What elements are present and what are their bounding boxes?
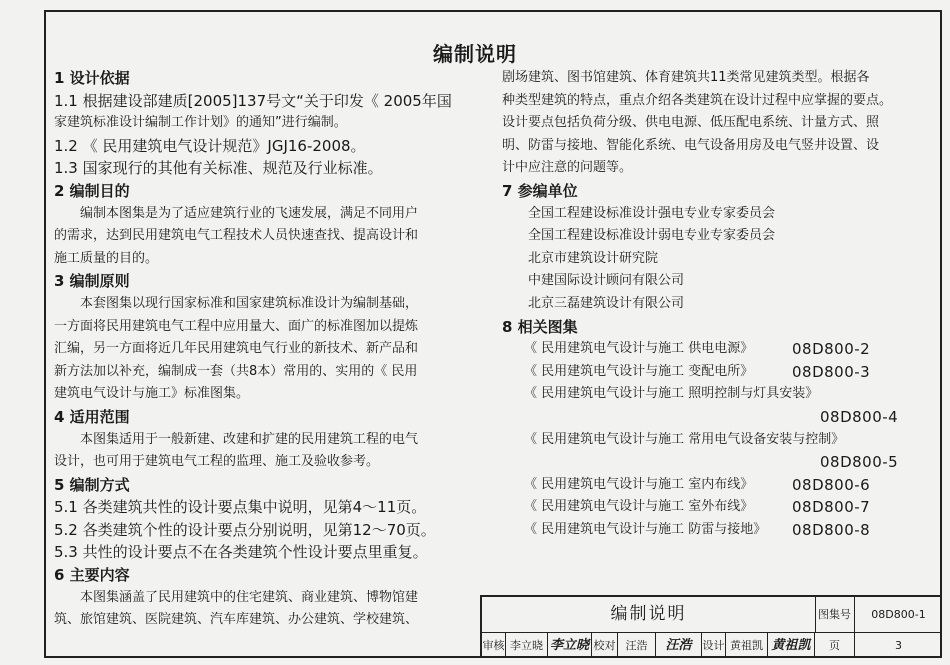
title-block-name: 编制说明 xyxy=(482,597,816,632)
designer-name: 黄祖凯 xyxy=(726,633,768,658)
participating-unit: 全国工程建设标准设计强电专业专家委员会 xyxy=(528,205,776,221)
paragraph-line: 计中应注意的问题等。 xyxy=(502,160,633,176)
related-atlas-code: 08D800-7 xyxy=(792,498,871,517)
related-atlas-title: 《 民用建筑电气设计与施工 室外布线》 xyxy=(524,499,754,515)
related-atlas-code: 08D800-6 xyxy=(792,475,871,494)
related-atlas-code: 08D800-5 xyxy=(820,453,899,472)
paragraph-line: 1.3 国家现行的其他有关标准、规范及行业标准。 xyxy=(54,159,383,178)
related-atlas-title: 《 民用建筑电气设计与施工 照明控制与灯具安装》 xyxy=(524,386,819,402)
related-atlas-item xyxy=(502,519,917,542)
right-column xyxy=(502,67,917,541)
related-atlas-code: 08D800-3 xyxy=(792,362,871,381)
paragraph-line: 1.1 根据建设部建质[2005]137号文“关于印发《 2005年国 xyxy=(54,91,452,110)
related-atlas-item xyxy=(502,474,917,497)
paragraph-line: 编制本图集是为了适应建筑行业的飞速发展，满足不同用户 xyxy=(80,205,419,221)
participating-unit: 全国工程建设标准设计弱电专业专家委员会 xyxy=(528,228,776,244)
paragraph-line: 5.1 各类建筑共性的设计要点集中说明，见第4～11页。 xyxy=(54,498,427,517)
page-title: 编制说明 xyxy=(433,42,517,66)
paragraph-line: 本图集适用于一般新建、改建和扩建的民用建筑工程的电气 xyxy=(80,431,419,447)
section-7-heading: 7 参编单位 xyxy=(502,181,578,200)
paragraph-line: 新方法加以补充，编制成一套（共8本）常用的、实用的《 民用 xyxy=(54,363,418,379)
section-5-heading: 5 编制方式 xyxy=(54,475,130,494)
related-atlas-item xyxy=(502,496,917,519)
related-atlas-title: 《 民用建筑电气设计与施工 供电电源》 xyxy=(524,341,754,357)
paragraph-line: 5.3 共性的设计要点不在各类建筑个性设计要点里重复。 xyxy=(54,543,428,562)
page-label: 页 xyxy=(815,633,855,658)
section-4-heading: 4 适用范围 xyxy=(54,407,130,426)
left-column xyxy=(54,67,454,632)
title-block xyxy=(480,595,942,658)
participating-unit: 中建国际设计顾问有限公司 xyxy=(528,273,685,289)
section-3-heading: 3 编制原则 xyxy=(54,272,130,291)
reviewer-name: 李立晓 xyxy=(506,633,548,658)
related-atlas-code: 08D800-4 xyxy=(820,407,899,426)
related-atlas-title: 《 民用建筑电气设计与施工 变配电所》 xyxy=(524,363,754,379)
section-6-heading: 6 主要内容 xyxy=(54,566,130,585)
checker-name: 汪浩 xyxy=(618,633,656,658)
related-atlas-title: 《 民用建筑电气设计与施工 常用电气设备安装与控制》 xyxy=(524,431,845,447)
paragraph-line: 施工质量的目的。 xyxy=(54,250,159,266)
paragraph-line: 本图集涵盖了民用建筑中的住宅建筑、商业建筑、博物馆建 xyxy=(80,589,419,605)
paragraph-line: 设计，也可用于建筑电气工程的监理、施工及验收参考。 xyxy=(54,454,380,470)
set-number-label: 图集号 xyxy=(815,597,855,632)
paragraph-line: 本套图集以现行国家标准和国家建筑标准设计为编制基础， xyxy=(80,295,419,311)
related-atlas-code: 08D800-2 xyxy=(792,340,871,359)
paragraph-line: 的需求，达到民用建筑电气工程技术人员快速查找、提高设计和 xyxy=(54,228,419,244)
related-atlas-title: 《 民用建筑电气设计与施工 防雷与接地》 xyxy=(524,521,767,537)
participating-unit: 北京三磊建筑设计有限公司 xyxy=(528,295,685,311)
title-block-row-1 xyxy=(482,597,942,633)
related-atlas-item xyxy=(502,361,917,384)
paragraph-line: 剧场建筑、图书馆建筑、体育建筑共11类常见建筑类型。根据各 xyxy=(502,70,870,85)
set-number-value: 08D800-1 xyxy=(871,608,926,621)
paragraph-line: 建筑电气设计与施工》标准图集。 xyxy=(54,386,250,402)
paragraph-line: 设计要点包括负荷分级、供电电源、低压配电系统、计量方式、照 xyxy=(502,115,880,131)
paragraph-line: 家建筑标准设计编制工作计划》的通知”进行编制。 xyxy=(54,115,347,131)
paragraph-line: 种类型建筑的特点，重点介绍各类建筑在设计过程中应掌握的要点。 xyxy=(502,92,893,108)
related-atlas-code: 08D800-8 xyxy=(792,520,871,539)
section-1-heading: 1 设计依据 xyxy=(54,69,130,87)
checker-signature: 汪浩 xyxy=(656,633,702,658)
check-label: 校对 xyxy=(592,633,618,658)
related-atlas-item xyxy=(502,383,917,406)
designer-signature: 黄祖凯 xyxy=(768,633,815,658)
paragraph-line: 筑、旅馆建筑、医院建筑、汽车库建筑、办公建筑、学校建筑、 xyxy=(54,612,419,628)
title-block-row-2 xyxy=(482,633,942,658)
review-label: 审核 xyxy=(482,633,506,658)
section-2-heading: 2 编制目的 xyxy=(54,181,130,200)
paragraph-line: 一方面将民用建筑电气工程中应用量大、面广的标准图加以提炼 xyxy=(54,318,419,334)
paragraph-line: 5.2 各类建筑个性的设计要点分别说明，见第12～70页。 xyxy=(54,520,436,539)
section-8-heading: 8 相关图集 xyxy=(502,317,578,336)
participating-unit: 北京市建筑设计研究院 xyxy=(528,250,659,266)
related-atlas-title: 《 民用建筑电气设计与施工 室内布线》 xyxy=(524,476,754,492)
paragraph-line: 1.2 《 民用建筑电气设计规范》JGJ16-2008。 xyxy=(54,136,366,155)
related-atlas-item xyxy=(502,429,917,452)
related-atlas-item xyxy=(502,338,917,361)
paragraph-line: 明、防雷与接地、智能化系统、电气设备用房及电气竖井设置、设 xyxy=(502,137,880,153)
reviewer-signature: 李立晓 xyxy=(548,633,592,658)
design-label: 设计 xyxy=(702,633,726,658)
page-number: 3 xyxy=(895,639,902,652)
paragraph-line: 汇编，另一方面将近几年民用建筑电气行业的新技术、新产品和 xyxy=(54,341,419,357)
